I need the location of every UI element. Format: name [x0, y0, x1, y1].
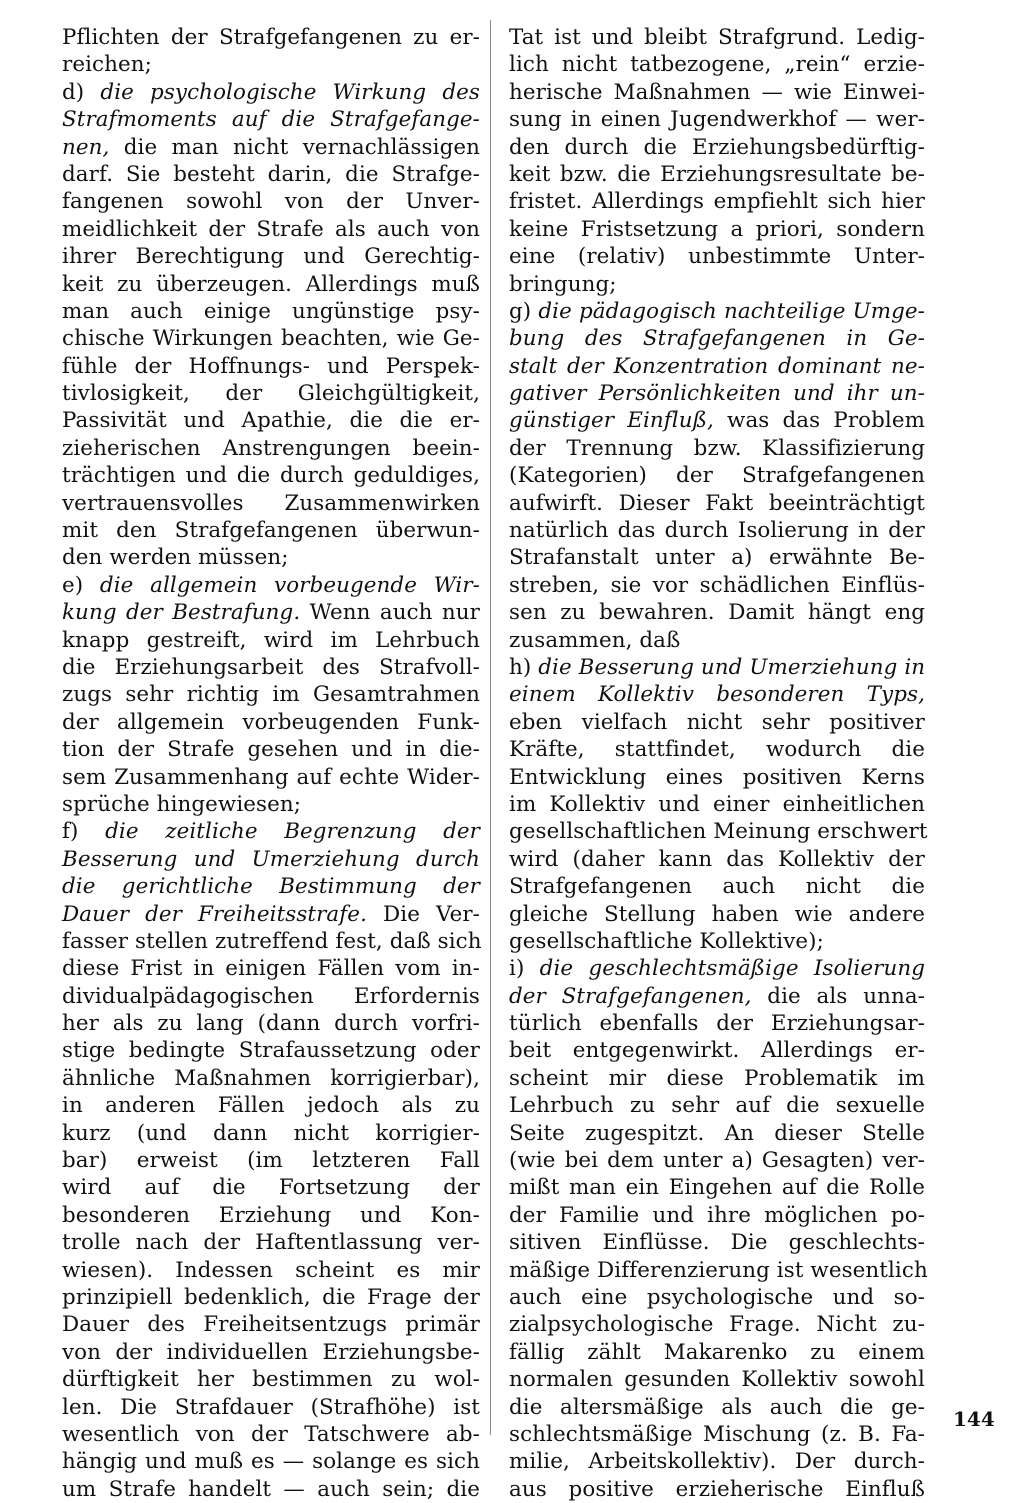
text-line — [509, 928, 925, 955]
text-run: zugs sehr richtig im Gesamtrahmen — [62, 682, 480, 708]
text-line — [62, 271, 480, 298]
text-line — [509, 599, 925, 626]
text-run: diese Frist in einigen Fällen vom in- — [62, 956, 480, 982]
italic-text-run: nen, — [62, 134, 110, 160]
text-run: der allgemein vorbeugenden Funk- — [62, 709, 480, 735]
text-run: mäßige Differenzierung ist wesentlich — [509, 1257, 928, 1283]
text-run: Pflichten der Strafgefangenen zu er- — [62, 25, 480, 50]
text-run: die altersmäßige als auch die ge- — [509, 1394, 925, 1420]
text-run: aufwirft. Dieser Fakt beeinträchtigt — [509, 490, 925, 516]
text-line — [62, 1476, 480, 1503]
text-run: beit entgegenwirkt. Allerdings er- — [509, 1038, 925, 1064]
text-run: fällig zählt Makarenko zu einem — [509, 1339, 925, 1365]
text-line — [509, 51, 925, 78]
text-line — [509, 791, 925, 818]
text-run: tion der Strafe gesehen und in die- — [62, 737, 480, 763]
text-run: Kräfte, stattfindet, wodurch die — [509, 737, 925, 763]
text-line — [509, 353, 925, 380]
italic-text-run: der Strafgefangenen, — [509, 983, 752, 1009]
text-run: dividualpädagogischen Erfordernis — [62, 983, 480, 1009]
text-line — [509, 517, 925, 544]
text-line — [509, 435, 925, 462]
text-line — [509, 243, 925, 270]
text-line — [509, 1092, 925, 1119]
text-run: hängig und muß es — solange es sich — [62, 1449, 480, 1475]
text-run: len. Die Strafdauer (Strafhöhe) ist — [62, 1394, 480, 1420]
text-line — [509, 380, 925, 407]
text-run: der Familie und ihre möglichen po- — [509, 1202, 925, 1228]
text-run: Strafgefangenen auch nicht die — [509, 874, 925, 900]
text-line — [509, 873, 925, 900]
right-text-column — [509, 24, 928, 1503]
text-line — [509, 764, 925, 791]
text-run: in anderen Fällen jedoch als zu — [62, 1093, 480, 1119]
text-line — [62, 353, 480, 380]
text-line — [509, 1366, 925, 1393]
text-run: bringung; — [509, 271, 617, 297]
text-run: den durch die Erziehungsbedürftig- — [509, 134, 925, 160]
text-run: dürftigkeit her bestimmen zu wol- — [62, 1367, 480, 1393]
text-line — [509, 271, 925, 298]
text-run: i) — [509, 956, 540, 982]
text-line — [62, 1120, 480, 1147]
text-line — [62, 709, 480, 736]
text-line — [62, 243, 480, 270]
text-line — [509, 1202, 925, 1229]
italic-text-run: einem Kollektiv besonderen Typs, — [509, 682, 925, 708]
text-line — [62, 846, 480, 873]
text-line — [509, 736, 925, 763]
text-run: vertrauensvolles Zusammenwirken — [62, 490, 480, 516]
text-run: keit bzw. die Erziehungsresultate be- — [509, 161, 925, 187]
text-line — [62, 216, 480, 243]
text-line — [62, 1421, 480, 1448]
text-line — [62, 462, 480, 489]
text-line — [62, 407, 480, 434]
text-run: sen zu bewahren. Damit hängt eng — [509, 600, 925, 626]
text-line — [509, 490, 925, 517]
text-line — [509, 134, 925, 161]
text-run: kurz (und dann nicht korrigier- — [62, 1120, 480, 1146]
text-run: sung in einen Jugendwerkhof — wer- — [509, 107, 925, 133]
text-line — [62, 764, 480, 791]
text-run: zieherischen Anstrengungen beein- — [62, 435, 480, 461]
text-run: fühle der Hoffnungs- und Perspek- — [62, 353, 480, 379]
text-line — [62, 325, 480, 352]
text-run: bar) erweist (im letzteren Fall — [62, 1148, 480, 1174]
left-text-column — [62, 24, 480, 1503]
text-line — [62, 1284, 480, 1311]
text-run: natürlich das durch Isolierung in der — [509, 518, 925, 544]
text-line — [509, 709, 925, 736]
text-run: f) — [62, 819, 106, 845]
text-line — [62, 1202, 480, 1229]
text-line — [509, 407, 925, 434]
text-run: keit zu überzeugen. Allerdings muß — [62, 271, 480, 297]
text-run: fristet. Allerdings empfiehlt sich hier — [509, 189, 925, 215]
text-run: man auch einige ungünstige psy- — [62, 298, 480, 324]
text-run: Lehrbuch zu sehr auf die sexuelle — [509, 1093, 925, 1119]
italic-text-run: günstiger Einfluß, — [509, 408, 714, 434]
text-run: wird auf die Fortsetzung der — [62, 1175, 480, 1201]
text-run: Tat ist und bleibt Strafgrund. Ledig- — [509, 25, 925, 50]
text-line — [509, 462, 925, 489]
italic-text-run: stalt der Konzentration dominant ne- — [509, 353, 925, 379]
text-line — [509, 955, 925, 982]
text-line — [509, 818, 928, 845]
text-line — [509, 983, 925, 1010]
text-line — [62, 1366, 480, 1393]
text-run: e) — [62, 572, 100, 598]
italic-text-run: die zeitliche Begrenzung der — [105, 819, 480, 845]
text-line — [509, 188, 925, 215]
text-run: ihrer Berechtigung und Gerechtig- — [62, 244, 480, 270]
text-line — [509, 1174, 925, 1201]
text-run: g) — [509, 298, 539, 324]
text-line — [62, 873, 480, 900]
italic-text-run: kung der Bestrafung. — [62, 600, 301, 626]
text-run: Dauer des Freiheitsentzugs primär — [62, 1312, 480, 1338]
text-line — [62, 51, 480, 78]
text-run: mißt man ein Eingehen auf die Rolle — [509, 1175, 925, 1201]
text-line — [62, 161, 480, 188]
text-line — [62, 106, 480, 133]
text-line — [509, 216, 925, 243]
text-run: gleiche Stellung haben wie andere — [509, 901, 925, 927]
text-run: sem Zusammenhang auf echte Wider- — [62, 764, 480, 790]
text-run: sprüche hingewiesen; — [62, 791, 302, 817]
italic-text-run: die geschlechtsmäßige Isolierung — [539, 956, 925, 982]
text-run: eben vielfach nicht sehr positiver — [509, 709, 925, 735]
text-line — [509, 1010, 925, 1037]
text-line — [62, 24, 480, 51]
text-run: normalen gesunden Kollektiv sowohl — [509, 1367, 925, 1393]
text-run: eine (relativ) unbestimmte Unter- — [509, 244, 925, 270]
text-run: zialpsychologische Frage. Nicht zu- — [509, 1312, 925, 1338]
text-line — [62, 435, 480, 462]
text-run: stige bedingte Strafaussetzung oder — [62, 1038, 480, 1064]
italic-text-run: die psychologische Wirkung des — [100, 79, 481, 105]
text-run: aus positive erzieherische Einfluß — [509, 1476, 925, 1502]
text-run: den werden müssen; — [62, 545, 289, 571]
text-line — [509, 298, 925, 325]
text-run: wird (daher kann das Kollektiv der — [509, 846, 925, 872]
text-run: Entwicklung eines positiven Kerns — [509, 764, 925, 790]
text-run: her als zu lang (dann durch vorfri- — [62, 1011, 480, 1037]
text-line — [62, 1257, 480, 1284]
text-line — [62, 188, 480, 215]
text-line — [62, 955, 480, 982]
text-run: gesellschaftlichen Meinung erschwert — [509, 819, 928, 845]
text-line — [62, 791, 480, 818]
text-run: fangenen sowohl von der Unver- — [62, 189, 480, 215]
italic-text-run: die allgemein vorbeugende Wir- — [99, 572, 480, 598]
text-line — [62, 79, 480, 106]
text-line — [509, 79, 925, 106]
text-run: (Kategorien) der Strafgefangenen — [509, 463, 925, 489]
text-run: herische Maßnahmen — wie Einwei- — [509, 79, 925, 105]
text-line — [62, 490, 480, 517]
text-run: die man nicht vernachlässigen — [109, 134, 480, 160]
text-line — [509, 544, 925, 571]
text-line — [62, 572, 480, 599]
text-run: um Strafe handelt — auch sein; die — [62, 1476, 480, 1502]
italic-text-run: Dauer der Freiheitsstrafe. — [62, 901, 367, 927]
text-run: wesentlich von der Tatschwere ab- — [62, 1421, 480, 1447]
text-run: die Erziehungsarbeit des Strafvoll- — [62, 654, 480, 680]
text-line — [509, 627, 925, 654]
text-run: keine Fristsetzung a priori, sondern — [509, 216, 925, 242]
italic-text-run: gativer Persönlichkeiten und ihr un- — [509, 381, 925, 407]
text-line — [62, 681, 480, 708]
text-line — [62, 599, 480, 626]
text-line — [62, 1311, 480, 1338]
text-line — [509, 654, 925, 681]
text-run: ähnliche Maßnahmen korrigierbar), — [62, 1065, 480, 1091]
italic-text-run: die gerichtliche Bestimmung der — [62, 874, 480, 900]
text-run: wiesen). Indessen scheint es mir — [62, 1257, 480, 1283]
text-run: was das Problem — [713, 408, 926, 434]
text-run: von der individuellen Erziehungsbe- — [62, 1339, 480, 1365]
italic-text-run: die pädagogisch nachteilige Umge- — [538, 298, 925, 324]
text-line — [62, 1065, 480, 1092]
text-line — [509, 681, 925, 708]
text-line — [509, 1448, 925, 1475]
text-line — [509, 24, 925, 51]
text-line — [62, 736, 480, 763]
text-run: die als unna- — [751, 983, 925, 1009]
text-line — [62, 1174, 480, 1201]
text-run: Die Ver- — [366, 901, 480, 927]
text-run: der Trennung bzw. Klassifizierung — [509, 435, 925, 461]
text-line — [62, 654, 480, 681]
text-line — [509, 325, 925, 352]
text-run: darf. Sie besteht darin, die Strafge- — [62, 161, 480, 187]
text-run: streben, sie vor schädlichen Einflüs- — [509, 572, 925, 598]
text-line — [62, 818, 480, 845]
text-line — [62, 298, 480, 325]
text-run: fasser stellen zutreffend fest, daß sich — [62, 928, 482, 954]
column-divider — [490, 20, 491, 1435]
text-run: gesellschaftliche Kollektive); — [509, 928, 824, 954]
text-run: zusammen, daß — [509, 627, 681, 653]
text-run: meidlichkeit der Strafe als auch von — [62, 216, 480, 242]
text-run: trächtigen und die durch geduldiges, — [62, 463, 480, 489]
text-line — [62, 1037, 480, 1064]
text-line — [509, 1257, 928, 1284]
text-line — [62, 1339, 480, 1366]
text-line — [509, 1037, 925, 1064]
text-run: auch eine psychologische und so- — [509, 1284, 925, 1310]
text-run: milie, Arbeitskollektiv). Der durch- — [509, 1449, 925, 1475]
text-line — [509, 1339, 925, 1366]
text-line — [62, 1229, 480, 1256]
text-line — [62, 1448, 480, 1475]
text-line — [509, 901, 925, 928]
text-line — [509, 106, 925, 133]
text-run: d) — [62, 79, 101, 105]
page-number: 144 — [953, 1407, 995, 1431]
text-run: h) — [509, 654, 539, 680]
text-line — [509, 1421, 925, 1448]
text-line — [62, 1147, 480, 1174]
text-line — [509, 1311, 925, 1338]
text-line — [509, 846, 925, 873]
italic-text-run: Besserung und Umerziehung durch — [62, 846, 480, 872]
text-line — [509, 1284, 925, 1311]
text-line — [62, 983, 480, 1010]
text-run: im Kollektiv und einer einheitlichen — [509, 791, 925, 817]
text-line — [62, 134, 480, 161]
text-run: mit den Strafgefangenen überwun- — [62, 518, 480, 544]
text-line — [509, 161, 925, 188]
text-line — [62, 1010, 480, 1037]
text-run: tivlosigkeit, der Gleichgültigkeit, — [62, 381, 480, 407]
text-line — [62, 1394, 480, 1421]
text-run: trolle nach der Haftentlassung ver- — [62, 1230, 480, 1256]
text-line — [62, 901, 480, 928]
italic-text-run: bung des Strafgefangenen in Ge- — [509, 326, 925, 352]
text-run: Passivität und Apathie, die die er- — [62, 408, 480, 434]
text-run: prinzipiell bedenklich, die Frage der — [62, 1284, 480, 1310]
text-run: schlechtsmäßige Mischung (z. B. Fa- — [509, 1421, 925, 1447]
text-run: Wenn auch nur — [300, 600, 480, 626]
text-run: lich nicht tatbezogene, „rein“ erzie- — [509, 52, 925, 78]
text-line — [62, 380, 480, 407]
text-line — [62, 517, 480, 544]
text-line — [509, 1120, 925, 1147]
text-run: scheint mir diese Problematik im — [509, 1065, 925, 1091]
text-run: Seite zugespitzt. An dieser Stelle — [509, 1120, 925, 1146]
text-line — [509, 1229, 925, 1256]
text-run: Strafanstalt unter a) erwähnte Be- — [509, 545, 925, 571]
text-line — [509, 1065, 925, 1092]
text-line — [62, 627, 480, 654]
italic-text-run: die Besserung und Umerziehung in — [538, 654, 926, 680]
text-line — [509, 1147, 925, 1174]
text-run: knapp gestreift, wird im Lehrbuch — [62, 627, 480, 653]
text-line — [509, 1394, 925, 1421]
text-run: chische Wirkungen beachten, wie Ge- — [62, 326, 480, 352]
text-run: besonderen Erziehung und Kon- — [62, 1202, 480, 1228]
text-line — [62, 544, 480, 571]
text-line — [509, 572, 925, 599]
text-run: reichen; — [62, 52, 152, 78]
text-line — [62, 1092, 480, 1119]
text-line — [62, 928, 480, 955]
text-run: (wie bei dem unter a) Gesagten) ver- — [509, 1148, 925, 1174]
text-run: sitiven Einflüsse. Die geschlechts- — [509, 1230, 925, 1256]
text-run: türlich ebenfalls der Erziehungsar- — [509, 1011, 925, 1037]
italic-text-run: Strafmoments auf die Strafgefange- — [62, 107, 480, 133]
text-line — [509, 1476, 925, 1503]
